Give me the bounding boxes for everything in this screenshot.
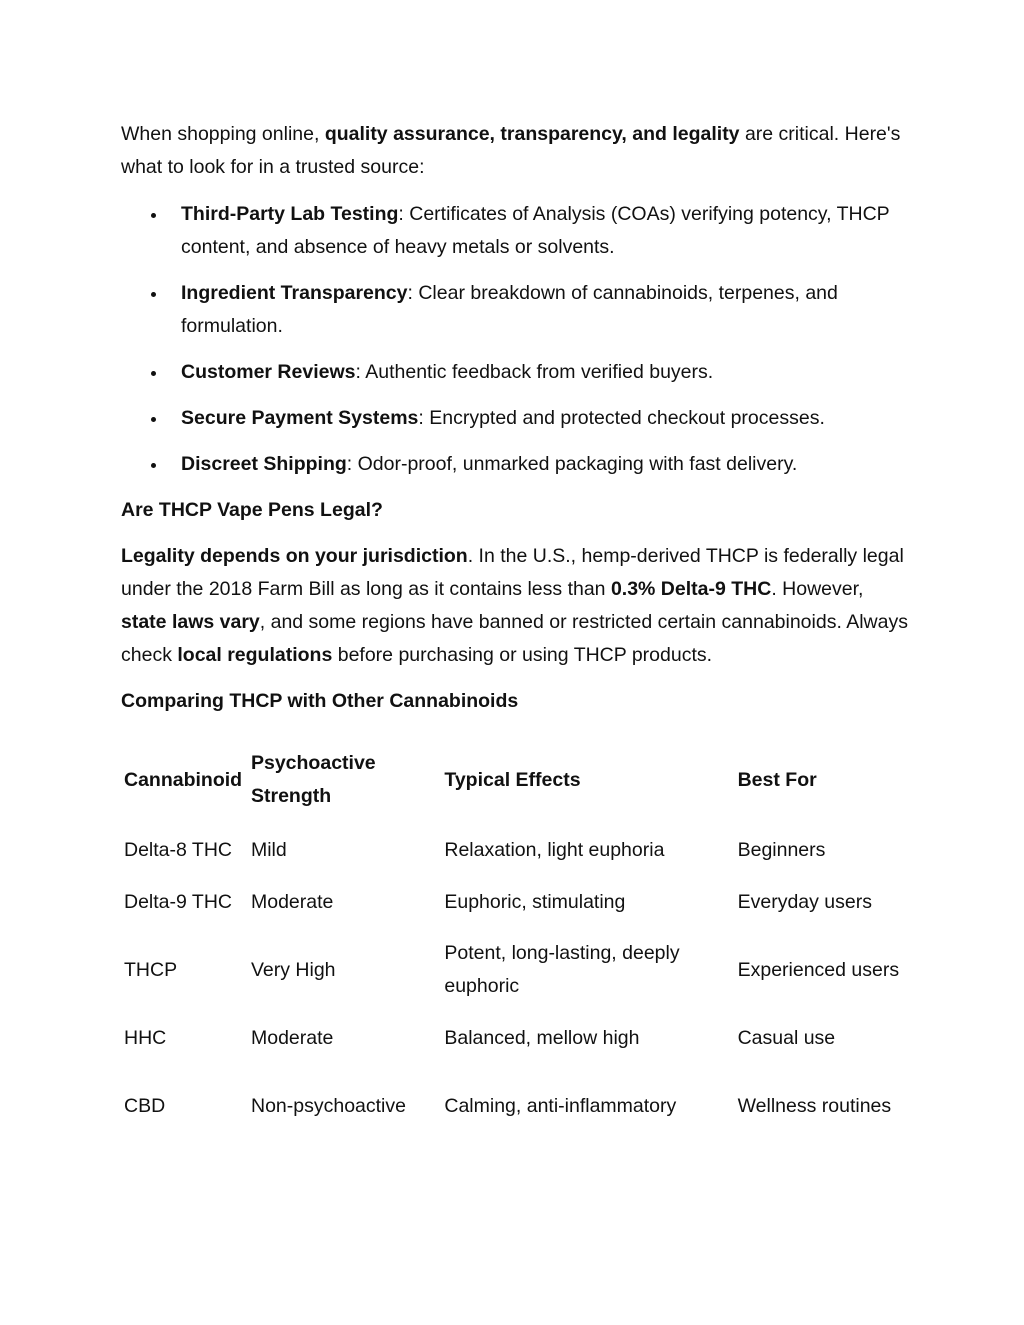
table-cell: Moderate xyxy=(250,1026,334,1049)
table-cell: CBD xyxy=(124,1094,166,1117)
table-cell: Casual use xyxy=(737,1026,836,1049)
legal-text-3: , and some regions have banned or restricted certain cannabinoids. Always check xyxy=(121,611,908,666)
intro-paragraph xyxy=(121,118,911,184)
legal-heading: Are THCP Vape Pens Legal? xyxy=(121,499,383,521)
table-cell: Experienced users xyxy=(737,958,900,981)
bullet-icon xyxy=(151,213,156,218)
compare-heading: Comparing THCP with Other Cannabinoids xyxy=(121,690,519,712)
table-cell: Potent, long-lasting, deeply euphoric xyxy=(444,942,680,997)
bullet-text: : Certificates of Analysis (COAs) verifying potency, THCP content, and absence of heavy metals or solvents. xyxy=(181,203,890,258)
document-body xyxy=(121,118,911,1148)
table-header-row xyxy=(120,736,911,824)
bullet-text: : Authentic feedback from verified buyers. xyxy=(355,361,714,383)
list-item xyxy=(121,448,911,481)
bullet-icon xyxy=(151,417,156,422)
table-cell: Delta-8 THC xyxy=(124,838,233,861)
table-cell: Calming, anti-inflammatory xyxy=(444,1094,677,1117)
table-cell: Balanced, mellow high xyxy=(444,1026,640,1049)
legal-paragraph xyxy=(121,540,911,672)
bullet-icon xyxy=(151,371,156,376)
table-row xyxy=(120,1064,911,1148)
table-cell: Relaxation, light euphoria xyxy=(444,838,665,861)
column-header: Best For xyxy=(737,768,817,791)
table-cell: Moderate xyxy=(250,890,334,913)
list-item xyxy=(121,356,911,389)
bullet-term: Customer Reviews xyxy=(181,361,356,383)
table-cell: HHC xyxy=(124,1026,167,1049)
column-header: Typical Effects xyxy=(444,768,581,791)
intro-tail: are critical. Here's what to look for in a trusted source: xyxy=(121,123,901,178)
table-row xyxy=(120,876,911,928)
legal-text-4: before purchasing or using THCP products. xyxy=(332,644,713,666)
table-cell: THCP xyxy=(124,958,178,981)
table-row xyxy=(120,928,911,1012)
list-item xyxy=(121,198,911,264)
legal-text-1: . In the U.S., hemp-derived THCP is federally legal under the 2018 Farm Bill as long as it contains less than xyxy=(121,545,904,600)
bullet-term: Ingredient Transparency xyxy=(181,282,408,304)
comparison-table xyxy=(120,736,911,1148)
table-cell: Very High xyxy=(250,958,336,981)
bullet-text: : Clear breakdown of cannabinoids, terpenes, and formulation. xyxy=(181,282,838,337)
table-row xyxy=(120,1012,911,1064)
table-cell: Beginners xyxy=(737,838,826,861)
bullet-text: : Encrypted and protected checkout processes. xyxy=(418,407,825,429)
bullet-icon xyxy=(151,292,156,297)
table-cell: Delta-9 THC xyxy=(124,890,233,913)
table-cell: Euphoric, stimulating xyxy=(444,890,626,913)
table-row xyxy=(120,824,911,876)
table-cell: Everyday users xyxy=(737,890,872,913)
list-item xyxy=(121,402,911,435)
bullet-icon xyxy=(151,463,156,468)
legal-bold-3: state laws vary xyxy=(121,611,260,633)
intro-lead: When shopping online, xyxy=(121,123,325,145)
legal-bold-1: Legality depends on your jurisdiction xyxy=(121,545,468,567)
bullet-term: Discreet Shipping xyxy=(181,453,347,475)
table-cell: Mild xyxy=(250,838,287,861)
column-header: Psychoactive Strength xyxy=(250,752,376,807)
column-header: Cannabinoid xyxy=(124,768,243,791)
bullet-text: : Odor-proof, unmarked packaging with fast delivery. xyxy=(346,453,798,475)
legal-bold-4: local regulations xyxy=(177,644,333,666)
table-cell: Wellness routines xyxy=(737,1094,892,1117)
bullet-term: Third-Party Lab Testing xyxy=(181,203,399,225)
bullet-term: Secure Payment Systems xyxy=(181,407,419,429)
list-item xyxy=(121,277,911,343)
table-cell: Non-psychoactive xyxy=(250,1094,406,1117)
legal-text-2: . However, xyxy=(771,578,864,600)
checklist xyxy=(121,198,911,481)
legal-bold-2: 0.3% Delta-9 THC xyxy=(610,578,772,600)
intro-bold: quality assurance, transparency, and legality xyxy=(324,123,740,145)
